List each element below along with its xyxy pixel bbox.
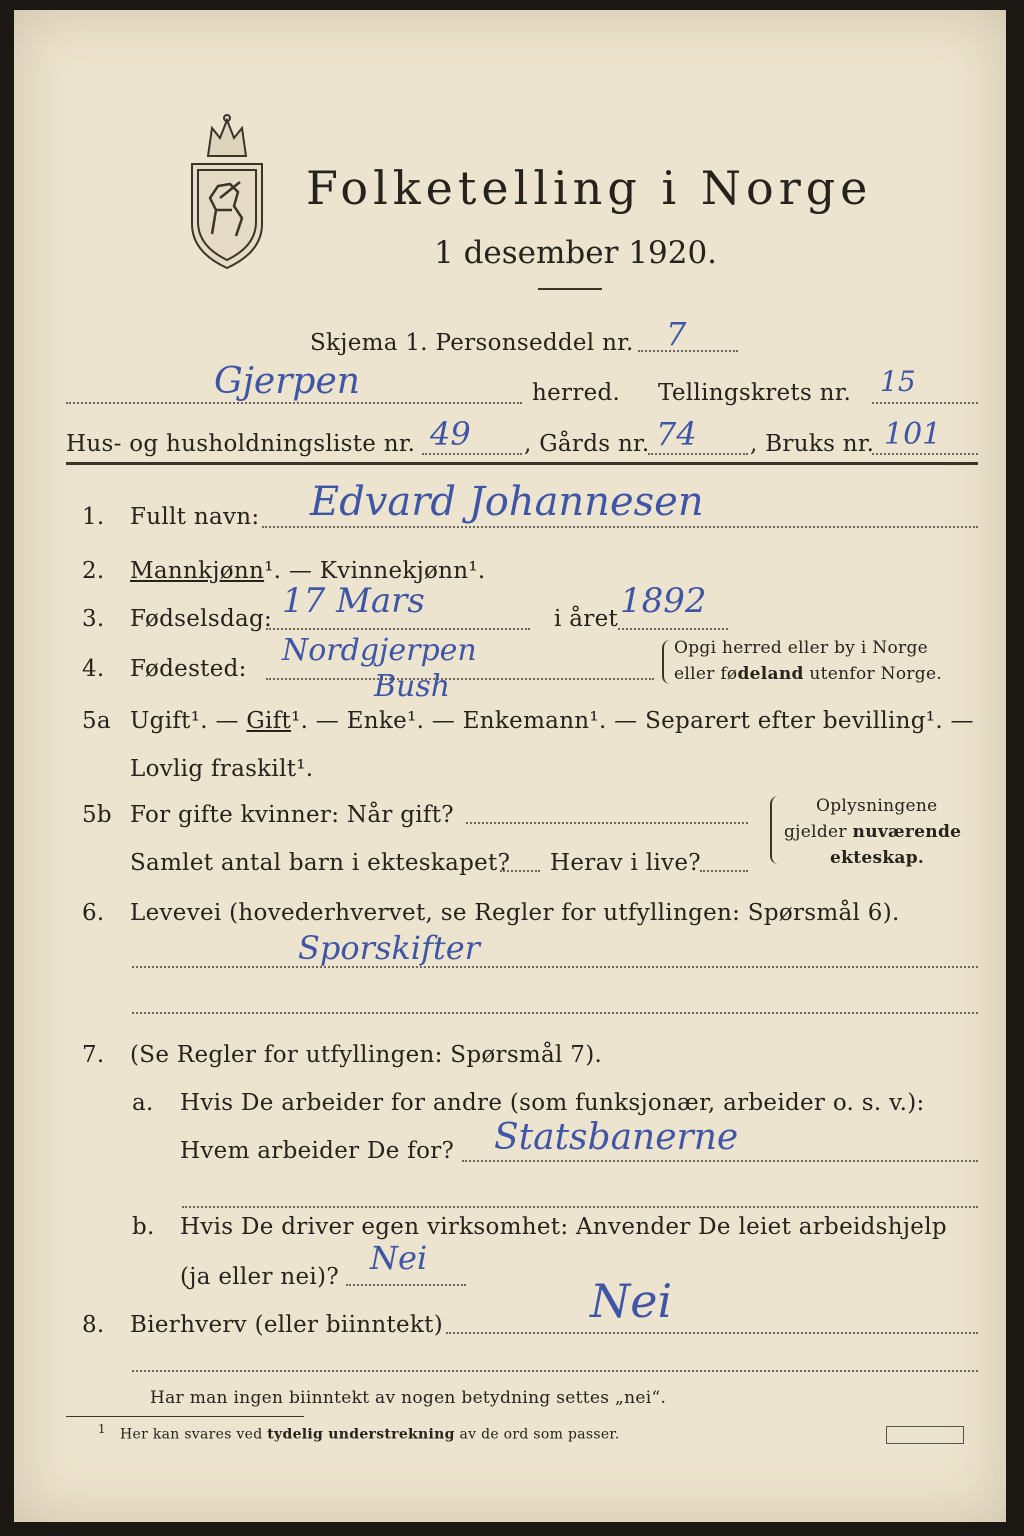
q4-note-brace xyxy=(662,640,670,684)
footnote xyxy=(98,1424,620,1442)
herred-field[interactable] xyxy=(66,402,522,404)
q3-number: 3. xyxy=(82,606,105,632)
q3-year-label: i året xyxy=(554,606,619,632)
q5b-note-part-b: nuværende xyxy=(852,822,962,842)
q5a-line2[interactable]: Lovlig fraskilt¹. xyxy=(130,756,314,782)
gards-value: 74 xyxy=(656,415,697,453)
q4-label: Fødested: xyxy=(130,656,247,682)
q7b-label2: (ja eller nei)? xyxy=(180,1264,339,1290)
hus-field[interactable] xyxy=(422,453,522,455)
form-title: Folketelling i Norge xyxy=(306,161,873,215)
footnote-part-c: av de ord som passer. xyxy=(454,1426,620,1443)
q3-year-field[interactable] xyxy=(618,628,728,630)
title-divider xyxy=(538,288,602,290)
q4-note-line2 xyxy=(674,666,942,683)
q5a-rest[interactable]: ¹. — Enke¹. — Enkemann¹. — Separert efter bevilling¹. — xyxy=(291,708,974,734)
footnote-number: 1 xyxy=(98,1422,106,1436)
q8-label: Bierhverv (eller biinntekt) xyxy=(130,1312,443,1338)
q1-number: 1. xyxy=(82,504,105,530)
tellingskrets-label: Tellingskrets nr. xyxy=(658,380,852,406)
census-form-page xyxy=(14,10,1006,1522)
q4-value-line2: Bush xyxy=(374,669,451,704)
q8-value: Nei xyxy=(590,1274,673,1328)
q5b-alive-field[interactable] xyxy=(700,870,748,872)
q7a-value: Statsbanerne xyxy=(494,1117,739,1158)
q6-label: Levevei (hovederhvervet, se Regler for utfyllingen: Spørsmål 6). xyxy=(130,900,900,926)
q7a-field[interactable] xyxy=(462,1160,978,1162)
q7b-label: Hvis De driver egen virksomhet: Anvender De leiet arbeidshjelp xyxy=(180,1214,947,1240)
bruks-label: , Bruks nr. xyxy=(750,431,875,457)
footnote-divider xyxy=(66,1416,304,1417)
q3-year-value: 1892 xyxy=(620,581,707,621)
q3-label: Fødselsdag: xyxy=(130,606,273,632)
q1-value: Edvard Johannesen xyxy=(310,479,704,525)
q7b-field[interactable] xyxy=(346,1284,466,1286)
form-date: 1 desember 1920. xyxy=(434,235,718,271)
q6-number: 6. xyxy=(82,900,105,926)
footnote-part-b: tydelig understrekning xyxy=(267,1426,455,1443)
bruks-field[interactable] xyxy=(872,453,978,455)
q7b-value: Nei xyxy=(370,1239,428,1277)
tellingskrets-value: 15 xyxy=(880,365,916,398)
gards-label: , Gårds nr. xyxy=(524,431,650,457)
q8-field-line2[interactable] xyxy=(132,1370,978,1372)
herred-label: herred. xyxy=(532,380,621,406)
q7b-letter: b. xyxy=(132,1214,155,1240)
q4-field[interactable] xyxy=(266,678,654,680)
hus-value: 49 xyxy=(430,415,471,453)
q4-note-line1: Opgi herred eller by i Norge xyxy=(674,638,928,658)
herred-value: Gjerpen xyxy=(214,361,360,402)
footnote-part-a: Her kan svares ved xyxy=(119,1426,268,1443)
header-divider xyxy=(66,462,978,465)
q5b-note-line3 xyxy=(830,850,924,867)
q5b-label-alive: Herav i live? xyxy=(550,850,701,876)
q7a-label2: Hvem arbeider De for? xyxy=(180,1138,455,1164)
q1-field[interactable] xyxy=(262,526,978,528)
q5b-note-line3-text: ekteskap. xyxy=(830,848,925,868)
q5a-gift-underlined[interactable]: Gift xyxy=(246,708,292,734)
hus-label: Hus- og husholdningsliste nr. xyxy=(66,431,416,457)
gards-field[interactable] xyxy=(648,453,748,455)
tellingskrets-field[interactable] xyxy=(872,402,978,404)
q5b-children-field[interactable] xyxy=(500,870,540,872)
q3-day-field[interactable] xyxy=(266,628,530,630)
q2-mannkjonn-underlined[interactable]: Mannkjønn xyxy=(130,558,265,584)
personseddel-field[interactable] xyxy=(638,350,738,352)
q3-day-value: 17 Mars xyxy=(282,581,425,621)
biinntekt-note: Har man ingen biinntekt av nogen betydning settes „nei“. xyxy=(150,1388,667,1408)
q5b-note-line2 xyxy=(784,824,961,841)
q1-label: Fullt navn: xyxy=(130,504,260,530)
bruks-value: 101 xyxy=(884,417,942,452)
q5b-note-brace xyxy=(770,796,778,864)
q5b-label-married: For gifte kvinner: Når gift? xyxy=(130,802,454,828)
q2-options xyxy=(130,560,486,583)
q5b-married-field[interactable] xyxy=(466,822,748,824)
q5b-label-children: Samlet antal barn i ekteskapet? xyxy=(130,850,511,876)
q5b-note-line1: Oplysningene xyxy=(816,796,938,816)
skjema-label: Skjema 1. Personseddel nr. xyxy=(310,330,634,356)
q2-rest[interactable]: ¹. — Kvinnekjønn¹. xyxy=(264,558,486,584)
personseddel-value: 7 xyxy=(666,315,687,353)
q4-note-part-a: eller fø xyxy=(674,664,738,684)
q8-number: 8. xyxy=(82,1312,105,1338)
q5a-options xyxy=(130,710,974,733)
q5b-note-part-a: gjelder xyxy=(784,822,853,842)
q6-value: Sporskifter xyxy=(298,929,480,967)
norwegian-coat-of-arms-icon xyxy=(186,114,268,274)
q5a-number: 5a xyxy=(82,708,111,734)
q5b-number: 5b xyxy=(82,802,112,828)
q7a-field-line2[interactable] xyxy=(182,1206,978,1208)
q4-note-part-b: deland xyxy=(737,664,804,684)
q2-number: 2. xyxy=(82,558,105,584)
q7-label: (Se Regler for utfyllingen: Spørsmål 7). xyxy=(130,1042,603,1068)
printer-stamp xyxy=(886,1426,964,1444)
q7a-letter: a. xyxy=(132,1090,154,1116)
q4-note-part-c: utenfor Norge. xyxy=(803,664,943,684)
q7-number: 7. xyxy=(82,1042,105,1068)
q5a-ugift[interactable]: Ugift¹. — xyxy=(130,708,247,734)
q4-number: 4. xyxy=(82,656,105,682)
q6-field-line1[interactable] xyxy=(132,966,978,968)
q8-field[interactable] xyxy=(446,1332,978,1334)
q6-field-line2[interactable] xyxy=(132,1012,978,1014)
q4-value: Nordgjerpen xyxy=(282,633,477,668)
q7a-label: Hvis De arbeider for andre (som funksjonær, arbeider o. s. v.): xyxy=(180,1090,925,1116)
